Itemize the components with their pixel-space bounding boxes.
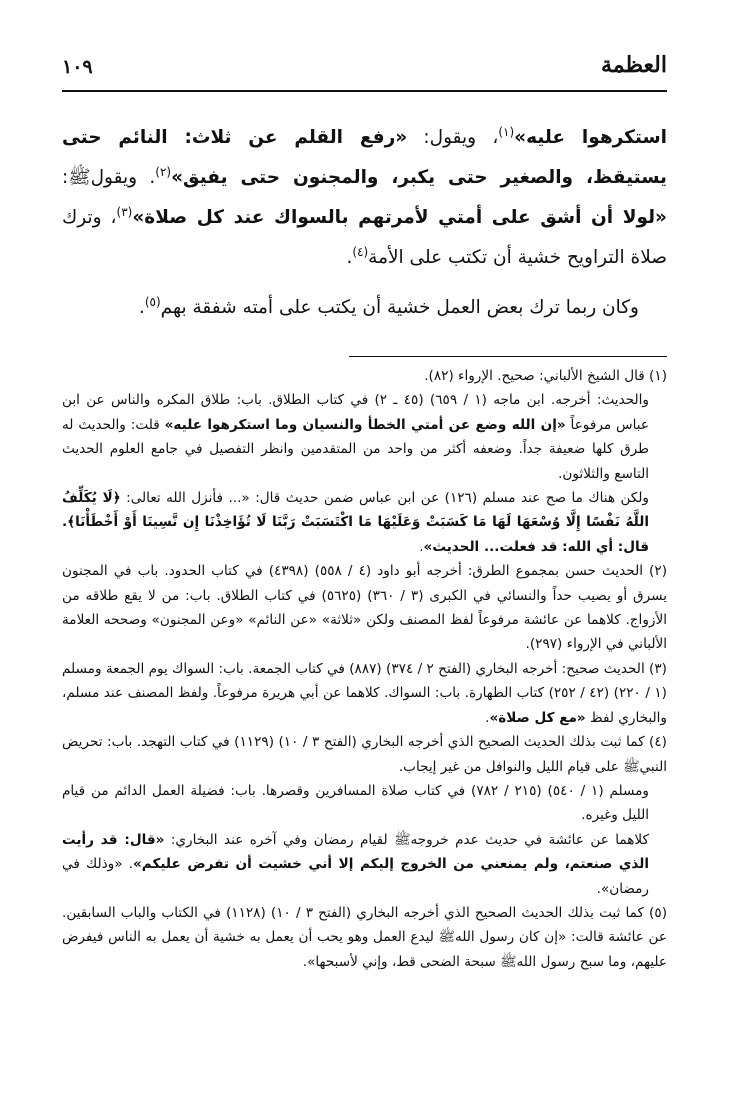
text-segment: . xyxy=(485,709,490,726)
footnote-ref-2: (٢) xyxy=(155,164,172,179)
page-number: ١٠٩ xyxy=(62,56,93,78)
footnote-1-detail xyxy=(62,388,667,486)
quote-3: «لولا أن أشق على أمتي لأمرتهم بالسواك عند كل صلاة» xyxy=(132,207,667,228)
footnotes xyxy=(62,364,667,974)
hadith-quote: «مع كل صلاة» xyxy=(489,709,586,726)
footnote-ref-1: (١) xyxy=(498,124,515,139)
footnote-1: (١) قال الشيخ الألباني: صحيح. الإرواء (٨٢). xyxy=(424,368,667,384)
footnote-1-muslim xyxy=(62,486,667,559)
paragraph-1 xyxy=(62,118,667,278)
text-segment: . «وذلك في رمضان». xyxy=(62,856,649,897)
text-segment: ، وترك صلاة التراويح خشية أن تكتب على الأمة xyxy=(62,207,667,268)
footnote-4-muslim: ومسلم (١ / ٥٤٠) (٢١٥ / ٧٨٢) في كتاب صلاة المسافرين وقصرها. باب: فضيلة العمل الدائم من قيام الليل وغيره. xyxy=(62,782,649,824)
footnote-2: (٢) الحديث حسن بمجموع الطرق: أخرجه أبو داود (٤ / ٥٥٨) (٤٣٩٨) في كتاب الحدود. باب في المجنون يسرق أو يصيب حداً والنسائي في الكبرى (٣ / ٣٦٠) (٥٦٢٥) في كتاب الطلاق. باب: من لا يقع طلاقه من الأزواج. كلاهما عن عائشة مرفوعاً لفظ المصنف ولكن «ثلاثة» «عن النائم» «وعن المجنون» وصححه العلامة الألباني في الإرواء (٢٩٧). xyxy=(62,563,667,653)
footnote-divider xyxy=(349,356,667,357)
text-segment: كلاهما عن عائشة في حديث عدم خروجهﷺ لقيام رمضان وفي آخره عند البخاري: xyxy=(164,831,649,848)
paragraph-2 xyxy=(62,288,667,328)
page-header xyxy=(62,50,667,92)
hadith-quote: «إن الله وضع عن أمتي الخطأ والنسيان وما استكرهوا عليه» xyxy=(164,416,566,433)
footnote-ref-3: (٣) xyxy=(116,204,133,219)
text-segment: . xyxy=(138,297,145,318)
text-segment: . xyxy=(419,538,424,555)
footnote-ref-4: (٤) xyxy=(352,244,369,259)
footnote-5: (٥) كما ثبت بذلك الحديث الصحيح الذي أخرجه البخاري (الفتح ٣ / ١٠) (١١٢٨) في الكتاب والباب السابقين. عن عائشة قالت: «إن كان رسول اللهﷺ ليدع العمل وهو يحب أن يعمل به خشية أن يعمل به الناس فيفرض عليهم، وما سبح رسول اللهﷺ سبحة الضحى قط، وإني لأسبحها». xyxy=(62,904,667,970)
footnote-4: (٤) كما ثبت بذلك الحديث الصحيح الذي أخرجه البخاري (الفتح ٣ / ١٠) (١١٢٩) في كتاب التهجد. باب: تحريض النبيﷺ على قيام الليل والنوافل من غير إيجاب. xyxy=(62,734,667,775)
quote-2: «رفع القلم عن ثلاث: النائم حتى يستيقظ، والصغير حتى يكبر، والمجنون حتى يفيق» xyxy=(62,127,667,188)
text-segment: ، ويقول: xyxy=(407,127,499,148)
main-text xyxy=(62,118,667,328)
text-segment: ولكن هناك ما صح عند مسلم (١٢٦) عن ابن عباس ضمن حديث قال: «... فأنزل الله تعالى: xyxy=(120,490,649,507)
text-segment: (٣) الحديث صحيح: أخرجه البخاري (الفتح ٢ / ٣٧٤) (٨٨٧) في كتاب الجمعة. باب: السواك يوم الجمعة ومسلم (١ / ٢٢٠) (٤٢ / ٢٥٢) كتاب الطهارة. باب: السواك. كلاهما عن أبي هريرة مرفوعاً. ولفظ المصنف عند مسلم، والبخاري لفظ xyxy=(62,660,667,726)
text-segment: . ويقولﷺ: xyxy=(62,167,156,188)
hadith-quote: «قال: قد رأيت الذي صنعتم، ولم يمنعني من الخروج إليكم إلا أني خشيت أن تفرض عليكم» xyxy=(62,831,649,873)
text-segment: قلت: والحديث له طرق كلها ضعيفة جداً. وضعفه أكثر من واحد من المتقدمين وانظر التفصيل في جامع العلوم الحديث التاسع والثلاثون. xyxy=(62,416,649,482)
footnote-3 xyxy=(62,657,667,730)
running-title: العظمة xyxy=(601,52,667,78)
footnote-ref-5: (٥) xyxy=(144,294,161,309)
quran-verse: ﴿لَا يُكَلِّفُ اللَّهُ نَفْسًا إِلَّا وُسْعَهَا لَهَا مَا كَسَبَتْ وَعَلَيْهَا مَا اكْتَسَبَتْ رَبَّنَا لَا تُؤَاخِذْنَا إِن نَّسِينَا أَوْ أَخْطَأْنَا﴾. قال: أي الله: قد فعلت... الحديث» xyxy=(62,490,649,555)
footnote-4-aisha xyxy=(62,828,667,901)
text-segment: والحديث: أخرجه. ابن ماجه (١ / ٦٥٩) (٤٥ ـ ٢) في كتاب الطلاق. باب: طلاق المكره والناس عن ابن عباس مرفوعاً xyxy=(62,392,649,433)
text-segment: وكان ربما ترك بعض العمل خشية أن يكتب على أمته شفقة بهم xyxy=(160,297,639,318)
quote-1-end: استكرهوا عليه» xyxy=(514,127,667,148)
text-segment: . xyxy=(346,247,353,268)
